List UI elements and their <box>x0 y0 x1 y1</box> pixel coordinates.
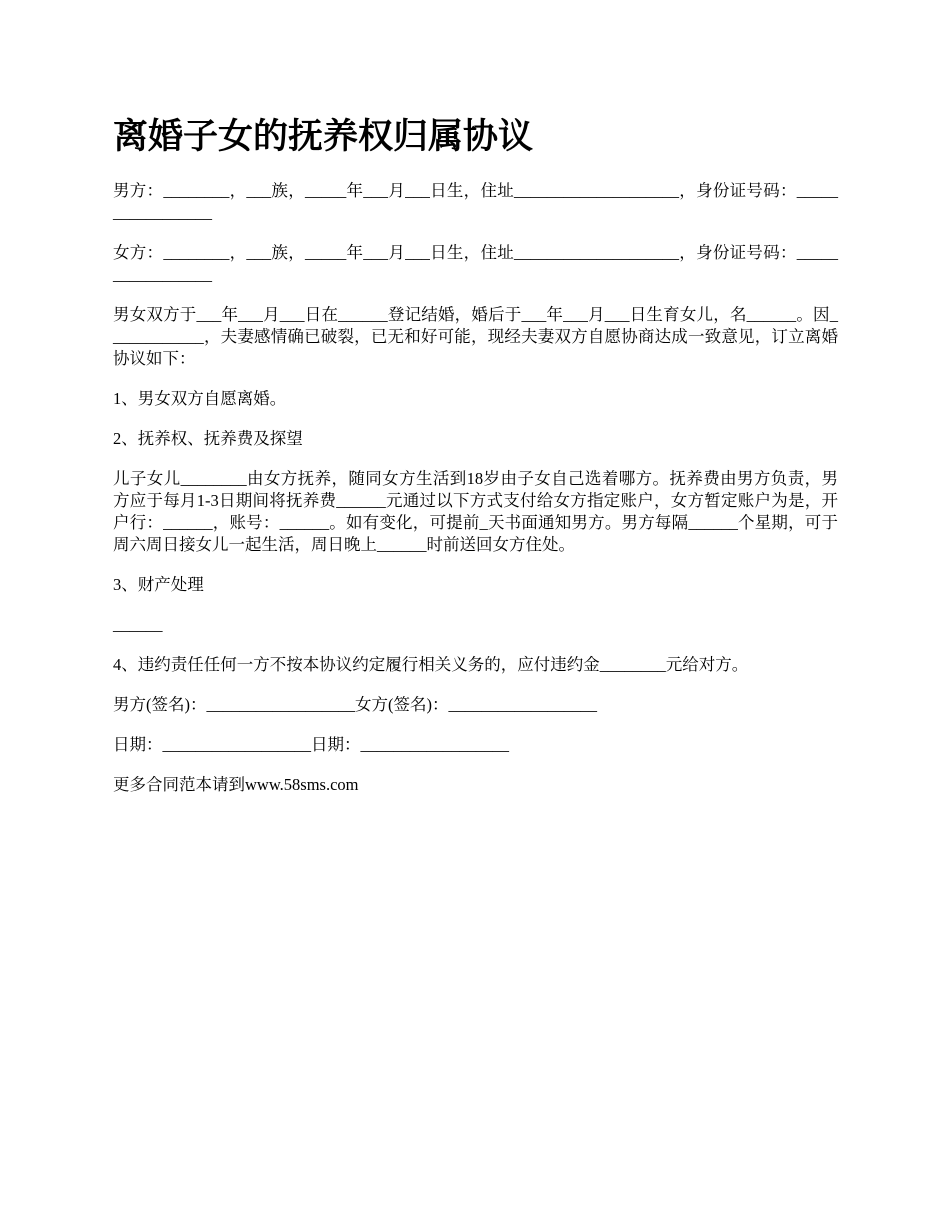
clause-4-liability: 4、违约责任任何一方不按本协议约定履行相关义务的，应付违约金________元给对方。 <box>113 655 749 674</box>
footer-note: 更多合同范本请到www.58sms.com <box>113 775 359 794</box>
clause-2-heading: 2、抚养权、抚养费及探望 <box>113 429 303 448</box>
male-party-info: 男方：________，___族，_____年___月___日生，住址____________________，身份证号码：_________________ <box>113 181 838 222</box>
clause-3-heading: 3、财产处理 <box>113 575 204 594</box>
clause-2-custody-body: 儿子女儿________由女方抚养，随同女方生活到18岁由子女自己选着哪方。抚养费由男方负责，男方应于每月1-3日期间将抚养费______元通过以下方式支付给女方指定账户，女方暂定账户为是，开户行：______，账号：______。如有变化，可提前_天书面通知男方。男方每隔______个星期，可于周六周日接女儿一起生活，周日晚上______时前送回女方住处。 <box>113 469 838 554</box>
clause-3-blank: ______ <box>113 615 163 634</box>
female-party-info: 女方：________，___族，_____年___月___日生，住址____________________，身份证号码：_________________ <box>113 243 838 284</box>
signature-line: 男方(签名)：__________________女方(签名)：__________________ <box>113 695 597 714</box>
document-title: 离婚子女的抚养权归属协议 <box>113 116 534 157</box>
clause-1-divorce: 1、男女双方自愿离婚。 <box>113 389 287 408</box>
document-page <box>113 112 838 814</box>
date-line: 日期：__________________日期：__________________ <box>113 735 509 754</box>
marriage-background: 男女双方于___年___月___日在______登记结婚，婚后于___年___月___日生育女儿，名______。因____________，夫妻感情确已破裂，已无和好可能，现经夫妻双方自愿协商达成一致意见，订立离婚协议如下： <box>113 305 838 368</box>
